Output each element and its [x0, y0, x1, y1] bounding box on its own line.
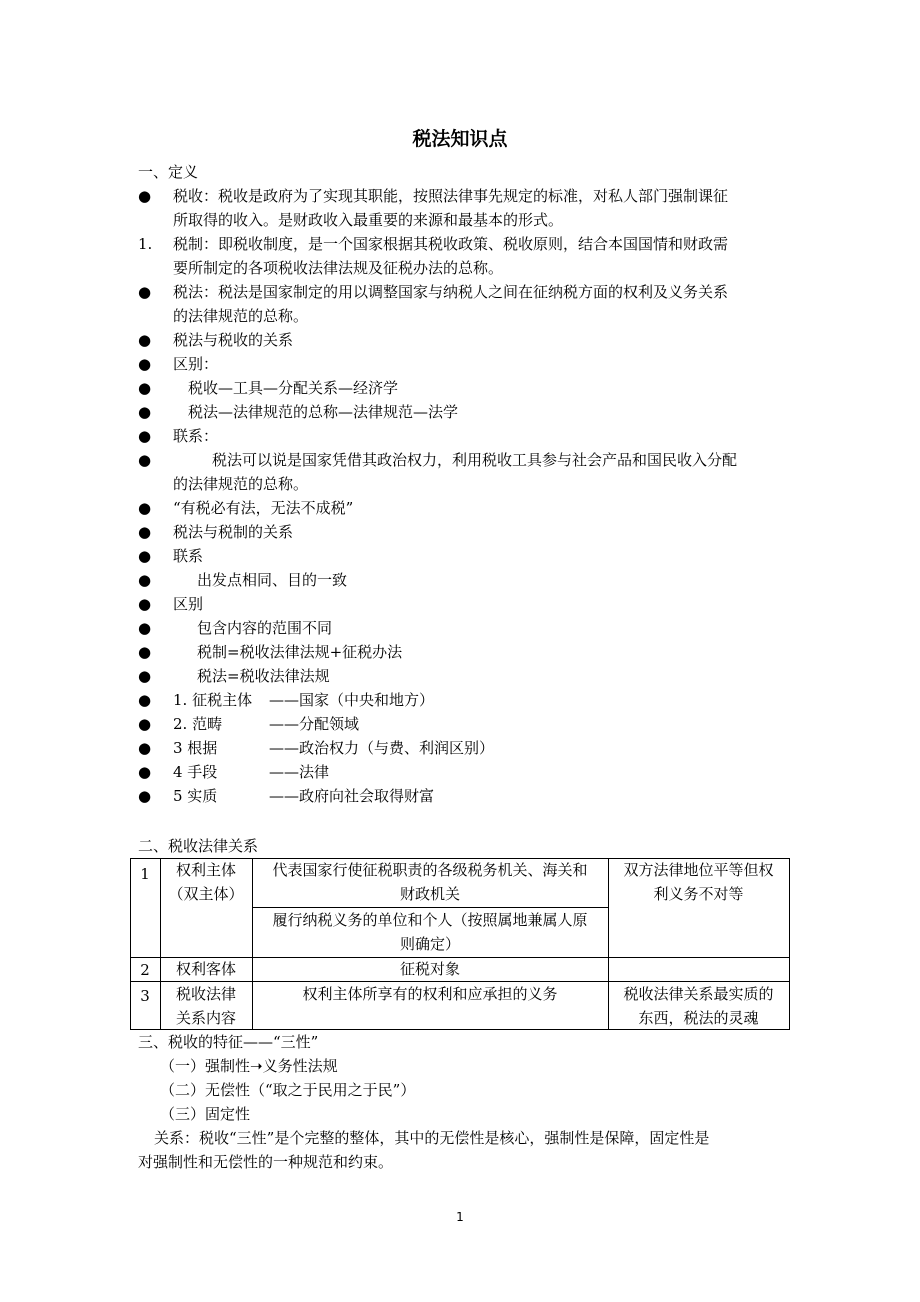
cell-name: 关系内容: [175, 1009, 236, 1027]
table-border: [789, 858, 790, 1030]
definition-text: 税收：税收是政府为了实现其职能，按照法律事先规定的标准，对私人部门强制课征: [173, 187, 729, 205]
cell-name: 权利客体: [175, 960, 236, 978]
list-item: 联系：: [173, 427, 219, 445]
feature-item: （三）固定性: [160, 1105, 251, 1123]
essence-label: 2. 范畴: [173, 715, 223, 733]
relation-text: 关系：税收“三性”是个完整的整体，其中的无偿性是核心，强制性是保障，固定性是: [154, 1129, 710, 1147]
essence-value: ——分配领域: [269, 715, 360, 733]
bullet: ●: [138, 571, 152, 589]
bullet: ●: [138, 403, 152, 421]
page-title: 税法知识点: [412, 128, 508, 150]
row-number: 1: [140, 865, 150, 883]
essence-value: ——国家（中央和地方）: [269, 691, 435, 709]
cell-name: 税收法律: [175, 985, 236, 1003]
list-item: 区别：: [173, 355, 219, 373]
bullet: ●: [138, 331, 152, 349]
cell-note: 东西，税法的灵魂: [638, 1009, 759, 1027]
list-number: 1.: [138, 235, 153, 253]
definition-text: 要所制定的各项税收法律法规及征税办法的总称。: [173, 259, 504, 277]
bullet: ●: [138, 739, 152, 757]
bullet: ●: [138, 355, 152, 373]
feature-item: （一）强制性➝义务性法规: [160, 1057, 338, 1075]
list-item: 税法—法律规范的总称—法律规范—法学: [188, 403, 459, 421]
section1-heading: 一、定义: [138, 163, 199, 181]
list-item: 税收—工具—分配关系—经济学: [188, 379, 399, 397]
list-item: “有税必有法，无法不成税”: [173, 499, 354, 517]
essence-label: 5 实质: [173, 787, 218, 805]
cell-name: 权利主体: [175, 861, 236, 879]
bullet: ●: [138, 595, 152, 613]
list-item: 出发点相同、目的一致: [197, 571, 348, 589]
bullet: ●: [138, 691, 152, 709]
bullet: ●: [138, 451, 152, 469]
row-number: 2: [140, 961, 150, 979]
cell-desc: 财政机关: [399, 885, 460, 903]
page-number: 1: [456, 1210, 464, 1224]
cell-note: 税收法律关系最实质的: [623, 985, 774, 1003]
bullet: ●: [138, 427, 152, 445]
cell-desc: 则确定）: [399, 935, 460, 953]
bullet: ●: [138, 787, 152, 805]
cell-desc: 履行纳税义务的单位和个人（按照属地兼属人原: [272, 911, 588, 929]
list-item: 包含内容的范围不同: [197, 619, 333, 637]
essence-value: ——政府向社会取得财富: [269, 787, 435, 805]
cell-desc: 代表国家行使征税职责的各级税务机关、海关和: [272, 861, 588, 879]
definition-text: 的法律规范的总称。: [173, 307, 309, 325]
relation-text: 对强制性和无偿性的一种规范和约束。: [138, 1153, 394, 1171]
definition-text: 税法：税法是国家制定的用以调整国家与纳税人之间在征纳税方面的权利及义务关系: [173, 283, 729, 301]
definition-text: 所取得的收入。是财政收入最重要的来源和最基本的形式。: [173, 211, 564, 229]
bullet: ●: [138, 379, 152, 397]
cell-name: （双主体）: [168, 885, 244, 903]
bullet: ●: [138, 643, 152, 661]
essence-value: ——法律: [269, 763, 330, 781]
section3-heading: 三、税收的特征——“三性”: [138, 1033, 319, 1051]
essence-value: ——政治权力（与费、利润区别）: [269, 739, 495, 757]
tax-legal-relation-table: [130, 858, 790, 1030]
bullet: ●: [138, 283, 152, 301]
essence-label: 4 手段: [173, 763, 218, 781]
bullet: ●: [138, 187, 152, 205]
bullet: ●: [138, 523, 152, 541]
list-item: 税制=税收法律法规+征税办法: [197, 643, 403, 661]
bullet: ●: [138, 619, 152, 637]
cell-note: 双方法律地位平等但权: [623, 861, 774, 879]
essence-label: 1. 征税主体: [173, 691, 253, 709]
cell-desc: 征税对象: [399, 960, 460, 978]
list-item: 税法=税收法律法规: [197, 667, 330, 685]
definition-text: 税制：即税收制度，是一个国家根据其税收政策、税收原则，结合本国国情和财政需: [173, 235, 729, 253]
bullet: ●: [138, 763, 152, 781]
bullet: ●: [138, 499, 152, 517]
list-item: 联系: [173, 547, 204, 565]
list-item: 税法与税收的关系: [173, 331, 294, 349]
feature-item: （二）无偿性（“取之于民用之于民”）: [160, 1081, 416, 1099]
cell-desc: 权利主体所享有的权利和应承担的义务: [302, 985, 558, 1003]
section2-heading: 二、税收法律关系: [138, 837, 259, 855]
bullet: ●: [138, 547, 152, 565]
row-number: 3: [140, 987, 150, 1005]
list-item: 税法可以说是国家凭借其政治权力，利用税收工具参与社会产品和国民收入分配: [212, 451, 738, 469]
cell-note: 利义务不对等: [653, 885, 744, 903]
list-item: 的法律规范的总称。: [173, 475, 309, 493]
bullet: ●: [138, 715, 152, 733]
list-item: 区别: [173, 595, 204, 613]
essence-label: 3 根据: [173, 739, 218, 757]
list-item: 税法与税制的关系: [173, 523, 294, 541]
bullet: ●: [138, 667, 152, 685]
